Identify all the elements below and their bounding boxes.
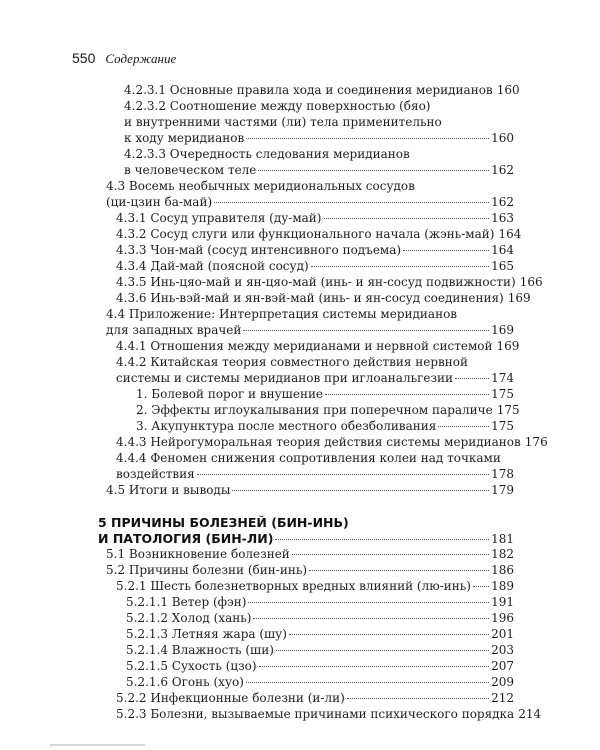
toc-entry-title: 4.4.1 Отношения между меридианами и нервной системой <box>116 339 493 353</box>
toc-entry[interactable] <box>116 211 514 227</box>
toc-entry-page: 160 <box>491 131 514 145</box>
toc-entry-page: 163 <box>491 211 514 225</box>
toc-entry[interactable] <box>126 659 514 675</box>
toc-entry-page: 209 <box>491 675 514 689</box>
toc-entry-page: 160 <box>496 83 520 97</box>
toc-entry-continuation <box>116 371 514 387</box>
toc-entry-title-line: (ци-цзин ба-май) <box>106 195 213 209</box>
toc-entry-page: 169 <box>491 323 514 337</box>
toc-entry[interactable] <box>116 579 514 595</box>
toc-entry[interactable] <box>136 387 514 403</box>
toc-entry[interactable] <box>124 99 514 115</box>
dot-leader <box>259 666 490 667</box>
toc-entry-title: 4.3.2 Сосуд слуги или функционального начала (жэнь-май) <box>116 227 495 241</box>
dot-leader <box>347 698 489 699</box>
toc-entry[interactable] <box>126 595 514 611</box>
toc-entry-title: 2. Эффекты иглоукалывания при поперечном параличе <box>136 403 493 417</box>
toc-entry[interactable] <box>126 675 514 691</box>
toc-entry-title: 5.2.2 Инфекционные болезни (и-ли) <box>116 691 345 705</box>
dot-leader <box>403 250 489 251</box>
dot-leader <box>276 650 489 651</box>
toc-entry-page: 201 <box>491 627 514 641</box>
dot-leader <box>311 266 489 267</box>
toc-entry-page: 191 <box>491 595 514 609</box>
toc-entry-page: 175 <box>496 403 520 417</box>
dot-leader <box>292 554 489 555</box>
chapter-title-line: И ПАТОЛОГИЯ (БИН-ЛИ) <box>98 531 274 546</box>
toc-entry[interactable] <box>126 627 514 643</box>
toc-entry-title-line: 4.4.2 Китайская теория совместного действия нервной <box>116 355 469 369</box>
dot-leader <box>455 378 489 379</box>
toc-entry-title: 5.2 Причины болезни (бин-инь) <box>106 563 308 577</box>
toc-entry-page: 166 <box>519 275 543 289</box>
dot-leader <box>214 202 489 203</box>
dot-leader <box>325 394 489 395</box>
toc-entry-page: 175 <box>491 419 514 433</box>
dot-leader <box>197 474 489 475</box>
toc-entry-title-line: для западных врачей <box>106 323 242 337</box>
toc-entry-page: 165 <box>491 259 514 273</box>
toc-entry[interactable] <box>116 275 543 291</box>
dot-leader <box>246 682 489 683</box>
dot-leader <box>438 426 489 427</box>
toc-entry-title-line: системы и системы меридианов при иглоанальгезии <box>116 371 454 385</box>
toc-entry-title: 5.2.1.3 Летняя жара (шу) <box>126 627 287 641</box>
toc-entry-title-line: воздействия <box>116 467 195 481</box>
toc-entry[interactable] <box>116 451 514 467</box>
toc-entry-page: 162 <box>491 163 514 177</box>
toc-entry-title: 4.4.3 Нейрогуморальная теория действия системы меридианов <box>116 435 521 449</box>
toc-entry-title: 5.1 Возникновение болезней <box>106 547 290 561</box>
toc-entry-continuation <box>106 323 514 339</box>
dot-leader <box>248 602 489 603</box>
toc-entry-page: 175 <box>491 387 514 401</box>
toc-entry-title: 5.2.1 Шесть болезнетворных вредных влияний (лю-инь) <box>116 579 471 593</box>
toc-entry-title: 4.5 Итоги и выводы <box>106 483 231 497</box>
toc-entry-title: 1. Болевой порог и внушение <box>136 387 324 401</box>
toc-entry-page: 169 <box>496 339 520 353</box>
toc-entry-continuation <box>124 115 514 131</box>
toc-entry-page: 164 <box>498 227 522 241</box>
chapter-title-line: 5 ПРИЧИНЫ БОЛЕЗНЕЙ (БИН-ИНЬ) <box>98 515 349 530</box>
toc-entry[interactable] <box>116 243 514 259</box>
toc-entry-title: 4.3.3 Чон-май (сосуд интенсивного подъема) <box>116 243 402 257</box>
dot-leader <box>258 170 489 171</box>
toc-entry-page: 179 <box>491 483 514 497</box>
toc-entry[interactable] <box>106 483 514 499</box>
toc-entry-page: 164 <box>491 243 514 257</box>
toc-entry-title: 4.2.3.1 Основные правила хода и соединения меридианов <box>124 83 493 97</box>
dot-leader <box>246 138 489 139</box>
toc-entry-page: 181 <box>491 532 514 546</box>
toc-entry-page: 178 <box>491 467 514 481</box>
toc-entry[interactable] <box>116 339 520 355</box>
toc-entry-page: 207 <box>491 659 514 673</box>
toc-entry-title: 4.3.6 Инь-вэй-май и ян-вэй-май (инь- и ян-сосуд соединения) <box>116 291 504 305</box>
running-header <box>72 50 176 70</box>
toc-entry[interactable] <box>106 307 514 323</box>
toc-entry-title-line: и внутренними частями (ли) тела применительно <box>124 115 442 129</box>
toc-entry-title-line: 4.3 Восемь необычных меридиональных сосудов <box>106 179 415 193</box>
toc-entry-title-line: 4.4.4 Феномен снижения сопротивления колеи над точками <box>116 451 501 465</box>
toc-entry-page: 189 <box>491 579 514 593</box>
toc-entry[interactable] <box>126 611 514 627</box>
toc-entry[interactable] <box>116 435 548 451</box>
toc-entry-title-line: в человеческом теле <box>124 163 257 177</box>
toc-entry[interactable] <box>124 83 520 99</box>
footer-rule <box>50 744 145 746</box>
toc-entry[interactable] <box>106 179 514 195</box>
toc-entry-title: 4.3.1 Сосуд управителя (ду-май) <box>116 211 322 225</box>
toc-entry-page: 186 <box>491 563 514 577</box>
toc-entry[interactable] <box>106 547 514 563</box>
toc-entry-title-line: 4.4 Приложение: Интерпретация системы меридианов <box>106 307 458 321</box>
toc-entry-continuation <box>116 467 514 483</box>
toc-entry-page: 203 <box>491 643 514 657</box>
toc-entry-page: 196 <box>491 611 514 625</box>
toc-entry[interactable] <box>124 147 514 163</box>
toc-entry-title: 5.2.1.5 Сухость (цзо) <box>126 659 257 673</box>
toc-entry[interactable] <box>116 227 522 243</box>
dot-leader <box>289 634 489 635</box>
toc-entry-continuation <box>106 195 514 211</box>
toc-entry-page: 212 <box>491 691 514 705</box>
dot-leader <box>473 586 489 587</box>
toc-entry[interactable] <box>136 403 520 419</box>
toc-entry[interactable] <box>116 355 514 371</box>
toc-entry-title-line: 4.2.3.2 Соотношение между поверхностью (бяо) <box>124 99 431 113</box>
toc-entry-title: 5.2.1.1 Ветер (фэн) <box>126 595 247 609</box>
toc-entry-title: 5.2.3 Болезни, вызываемые причинами психического порядка <box>116 707 515 721</box>
toc-chapter-heading[interactable] <box>98 515 514 531</box>
toc-chapter-heading-continuation <box>98 531 514 547</box>
toc-entry-page: 174 <box>491 371 514 385</box>
toc-entry[interactable] <box>116 707 542 723</box>
dot-leader <box>275 539 489 540</box>
dot-leader <box>243 330 489 331</box>
toc-entry-title-line: к ходу меридианов <box>124 131 245 145</box>
toc-entry-title: 3. Акупунктура после местного обезболивания <box>136 419 437 433</box>
toc-entry-continuation <box>124 163 514 179</box>
toc-entry-page: 182 <box>491 547 514 561</box>
toc-entry[interactable] <box>116 259 514 275</box>
toc-entry[interactable] <box>106 563 514 579</box>
header-page-number: 550 <box>72 50 96 66</box>
toc-entry-continuation <box>124 131 514 147</box>
toc-entry-title: 5.2.1.4 Влажность (ши) <box>126 643 274 657</box>
toc-entry-title-line: 4.2.3.3 Очередность следования меридианов <box>124 147 410 161</box>
toc-entry[interactable] <box>126 643 514 659</box>
dot-leader <box>232 490 489 491</box>
toc-entry-title: 5.2.1.6 Огонь (хуо) <box>126 675 244 689</box>
toc-entry-title: 4.3.4 Дай-май (поясной сосуд) <box>116 259 309 273</box>
toc-entry-page: 176 <box>524 435 548 449</box>
toc-entry-title: 4.3.5 Инь-цяо-май и ян-цяо-май (инь- и ян-сосуд подвижности) <box>116 275 516 289</box>
dot-leader <box>324 218 490 219</box>
toc-entry-page: 169 <box>507 291 531 305</box>
toc-entry[interactable] <box>116 691 514 707</box>
header-title: Содержание <box>105 51 177 66</box>
dot-leader <box>253 618 489 619</box>
toc-entry-page: 162 <box>491 195 514 209</box>
toc-entry[interactable] <box>116 291 531 307</box>
dot-leader <box>309 570 489 571</box>
toc-entry[interactable] <box>136 419 514 435</box>
toc-entry-page: 214 <box>518 707 542 721</box>
toc-entry-title: 5.2.1.2 Холод (хань) <box>126 611 252 625</box>
